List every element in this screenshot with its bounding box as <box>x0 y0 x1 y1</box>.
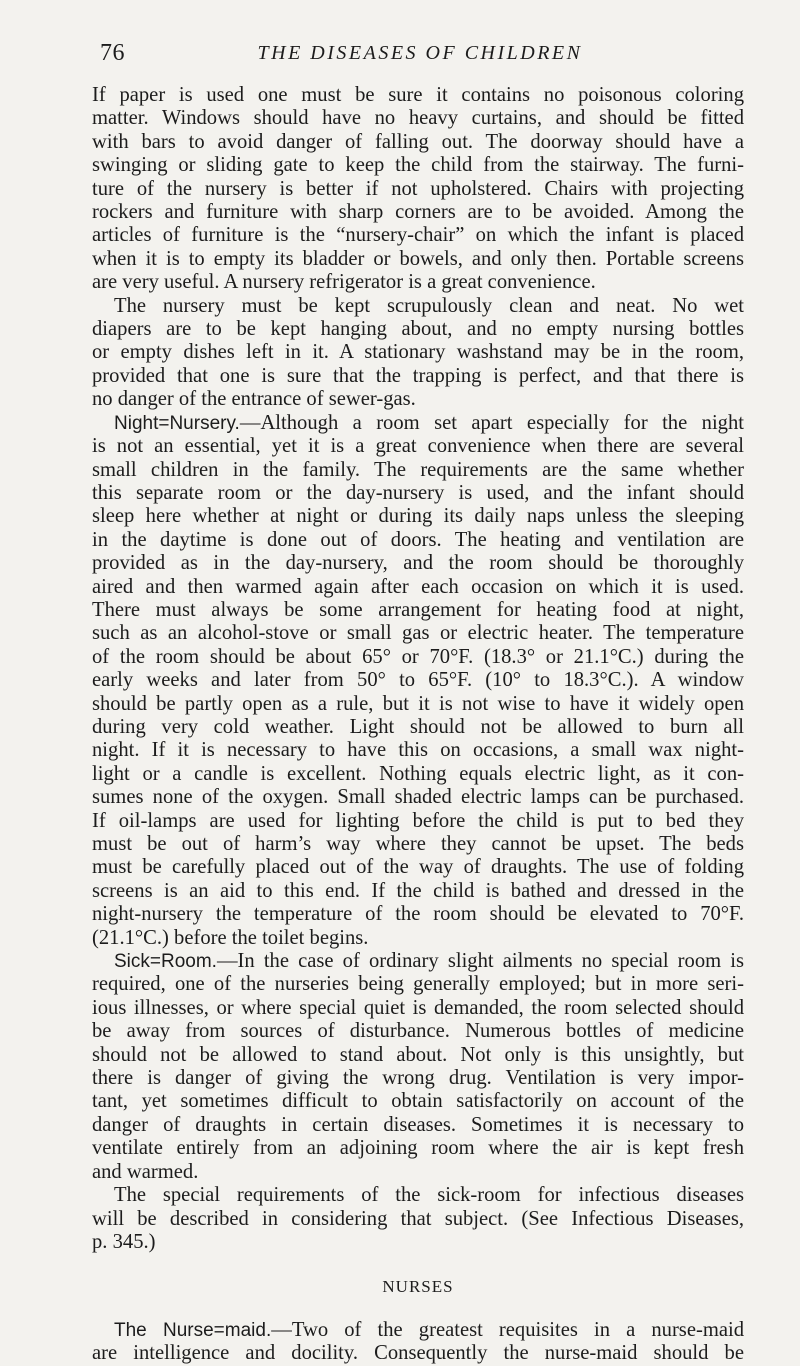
text-line <box>92 1137 744 1160</box>
text-line <box>92 341 744 364</box>
line-text: aired and then warmed again after each occasion on which it is used. <box>92 575 744 598</box>
line-text: early weeks and later from 50° to 65°F. (10° to 18.3°C.). A window <box>92 669 744 692</box>
text-line <box>92 786 744 809</box>
text-line <box>92 224 744 247</box>
text-line <box>92 763 744 786</box>
line-text: is not an essential, yet it is a great convenience when there are several <box>92 435 744 458</box>
text-line <box>92 622 744 645</box>
line-text: rockers and furniture with sharp corners are to be avoided. Among the <box>92 201 744 224</box>
line-text: —Two of the greatest requisites in a nurse-maid <box>271 1318 744 1341</box>
line-text: when it is to empty its bladder or bowels, and only then. Portable screens <box>92 247 744 270</box>
line-text: required, one of the nurseries being generally employed; but in more seri- <box>92 973 744 996</box>
text-line <box>92 1161 744 1184</box>
text-line <box>92 716 744 739</box>
page-number: 76 <box>100 40 125 66</box>
text-line <box>92 318 744 341</box>
line-text: (21.1°C.) before the toilet begins. <box>92 926 369 949</box>
text-line <box>92 669 744 692</box>
line-text: must be out of harm’s way where they cannot be upset. The beds <box>92 833 744 855</box>
line-text: or empty dishes left in it. A stationary washstand may be in the room, <box>92 341 744 364</box>
text-line <box>92 1020 744 1043</box>
text-line <box>92 412 744 435</box>
text-line <box>92 1090 744 1113</box>
text-line <box>92 505 744 528</box>
text-line <box>92 201 744 224</box>
line-text: The special requirements of the sick-room for infectious diseases <box>114 1184 744 1207</box>
line-text: should not be allowed to stand about. Not only is this unsightly, but <box>92 1043 744 1066</box>
text-line <box>92 927 744 950</box>
line-text: swinging or sliding gate to keep the child from the stairway. The furni- <box>92 154 744 177</box>
line-text: be away from sources of disturbance. Numerous bottles of medicine <box>92 1020 744 1043</box>
line-text: such as an alcohol-stove or small gas or electric heater. The temperature <box>92 622 744 645</box>
line-text: —Although a room set apart especially for the night <box>239 411 744 434</box>
text-line <box>92 973 744 996</box>
line-text: of the room should be about 65° or 70°F. (18.3° or 21.1°C.) during the <box>92 645 744 668</box>
text-line <box>92 295 744 318</box>
text-line <box>92 435 744 458</box>
body-text <box>92 84 744 1366</box>
line-text: small children in the family. The requirements are the same whether <box>92 458 744 481</box>
text-line <box>92 1319 744 1342</box>
line-text: sumes none of the oxygen. Small shaded electric lamps can be purchased. <box>92 786 744 809</box>
text-line <box>92 131 744 154</box>
text-line <box>92 576 744 599</box>
line-text: light or a candle is excellent. Nothing equals electric light, as it con- <box>92 762 744 785</box>
text-line <box>92 1044 744 1067</box>
text-line <box>92 1067 744 1090</box>
text-line <box>92 552 744 575</box>
text-line <box>92 810 744 833</box>
run-in-heading: The Nurse=maid. <box>114 1319 272 1341</box>
line-text: are intelligence and docility. Consequently the nurse-maid should be <box>92 1342 744 1365</box>
text-line <box>92 856 744 879</box>
text-line <box>92 693 744 716</box>
line-text: should be partly open as a rule, but it is not wise to have it widely open <box>92 692 744 715</box>
line-text: this separate room or the day-nursery is used, and the infant should <box>92 481 744 504</box>
line-text: p. 345.) <box>92 1230 156 1253</box>
text-line <box>92 482 744 505</box>
text-line <box>92 388 744 411</box>
line-text: danger of draughts in certain diseases. Sometimes it is necessary to <box>92 1113 744 1136</box>
text-line <box>92 997 744 1020</box>
line-text: are very useful. A nursery refrigerator is a great convenience. <box>92 271 596 294</box>
text-line <box>92 107 744 130</box>
text-line <box>92 880 744 903</box>
text-line <box>92 178 744 201</box>
line-text: ious illnesses, or where special quiet is demanded, the room selected should <box>92 996 744 1019</box>
text-line <box>92 1184 744 1207</box>
line-text: screens is an aid to this end. If the child is bathed and dressed in the <box>92 879 744 902</box>
line-text: diapers are to be kept hanging about, and no empty nursing bottles <box>92 318 744 341</box>
line-text: will be described in considering that subject. (See Infectious Diseases, <box>92 1207 744 1230</box>
run-in-heading: Night=Nursery. <box>114 412 240 434</box>
line-text: tant, yet sometimes difficult to obtain satisfactorily on account of the <box>92 1090 744 1113</box>
line-text: The nursery must be kept scrupulously clean and neat. No wet <box>114 294 744 317</box>
running-title: THE DISEASES OF CHILDREN <box>257 42 583 64</box>
section-heading: NURSES <box>382 1277 454 1297</box>
line-text: If oil-lamps are used for lighting before the child is put to bed they <box>92 809 744 832</box>
text-line <box>92 459 744 482</box>
run-in-heading: Sick=Room. <box>114 951 217 973</box>
line-text: must be carefully placed out of the way of draughts. The use of folding <box>92 856 744 879</box>
text-line <box>92 248 744 271</box>
line-text: with bars to avoid danger of falling out. The doorway should have a <box>92 130 744 153</box>
text-line <box>92 646 744 669</box>
text-line <box>92 1114 744 1137</box>
line-text: and warmed. <box>92 1160 199 1183</box>
line-text: night. If it is necessary to have this on occasions, a small wax night- <box>92 739 744 762</box>
text-line <box>92 833 744 856</box>
line-text: provided that one is sure that the trapping is perfect, and that there is <box>92 364 744 387</box>
text-line <box>92 154 744 177</box>
text-line <box>92 1342 744 1365</box>
line-text: no danger of the entrance of sewer-gas. <box>92 388 416 411</box>
text-line <box>92 529 744 552</box>
line-text: sleep here whether at night or during its daily naps unless the sleeping <box>92 505 744 528</box>
line-text: —In the case of ordinary slight ailments no special room is <box>216 950 744 973</box>
line-text: If paper is used one must be sure it contains no poisonous coloring <box>92 84 744 106</box>
line-text: articles of furniture is the “nursery-chair” on which the infant is placed <box>92 224 744 247</box>
running-head <box>100 40 740 70</box>
line-text: ture of the nursery is better if not upholstered. Chairs with projecting <box>92 177 744 200</box>
text-line <box>92 903 744 926</box>
line-text: there is danger of giving the wrong drug. Ventilation is very impor- <box>92 1067 744 1090</box>
line-text: There must always be some arrangement for heating food at night, <box>92 598 744 621</box>
line-text: night-nursery the temperature of the room should be elevated to 70°F. <box>92 903 744 926</box>
text-line <box>92 1208 744 1231</box>
text-line <box>92 84 744 107</box>
line-text: ventilate entirely from an adjoining room where the air is kept fresh <box>92 1137 744 1160</box>
text-line <box>92 599 744 622</box>
line-text: matter. Windows should have no heavy curtains, and should be fitted <box>92 107 744 130</box>
text-line <box>92 739 744 762</box>
line-text: provided as in the day-nursery, and the room should be thoroughly <box>92 552 744 575</box>
text-line <box>92 950 744 973</box>
line-text: in the daytime is done out of doors. The heating and ventilation are <box>92 528 744 551</box>
line-text: during very cold weather. Light should not be allowed to burn all <box>92 715 744 738</box>
text-line <box>92 365 744 388</box>
text-line <box>92 1231 744 1254</box>
text-line <box>92 271 744 294</box>
